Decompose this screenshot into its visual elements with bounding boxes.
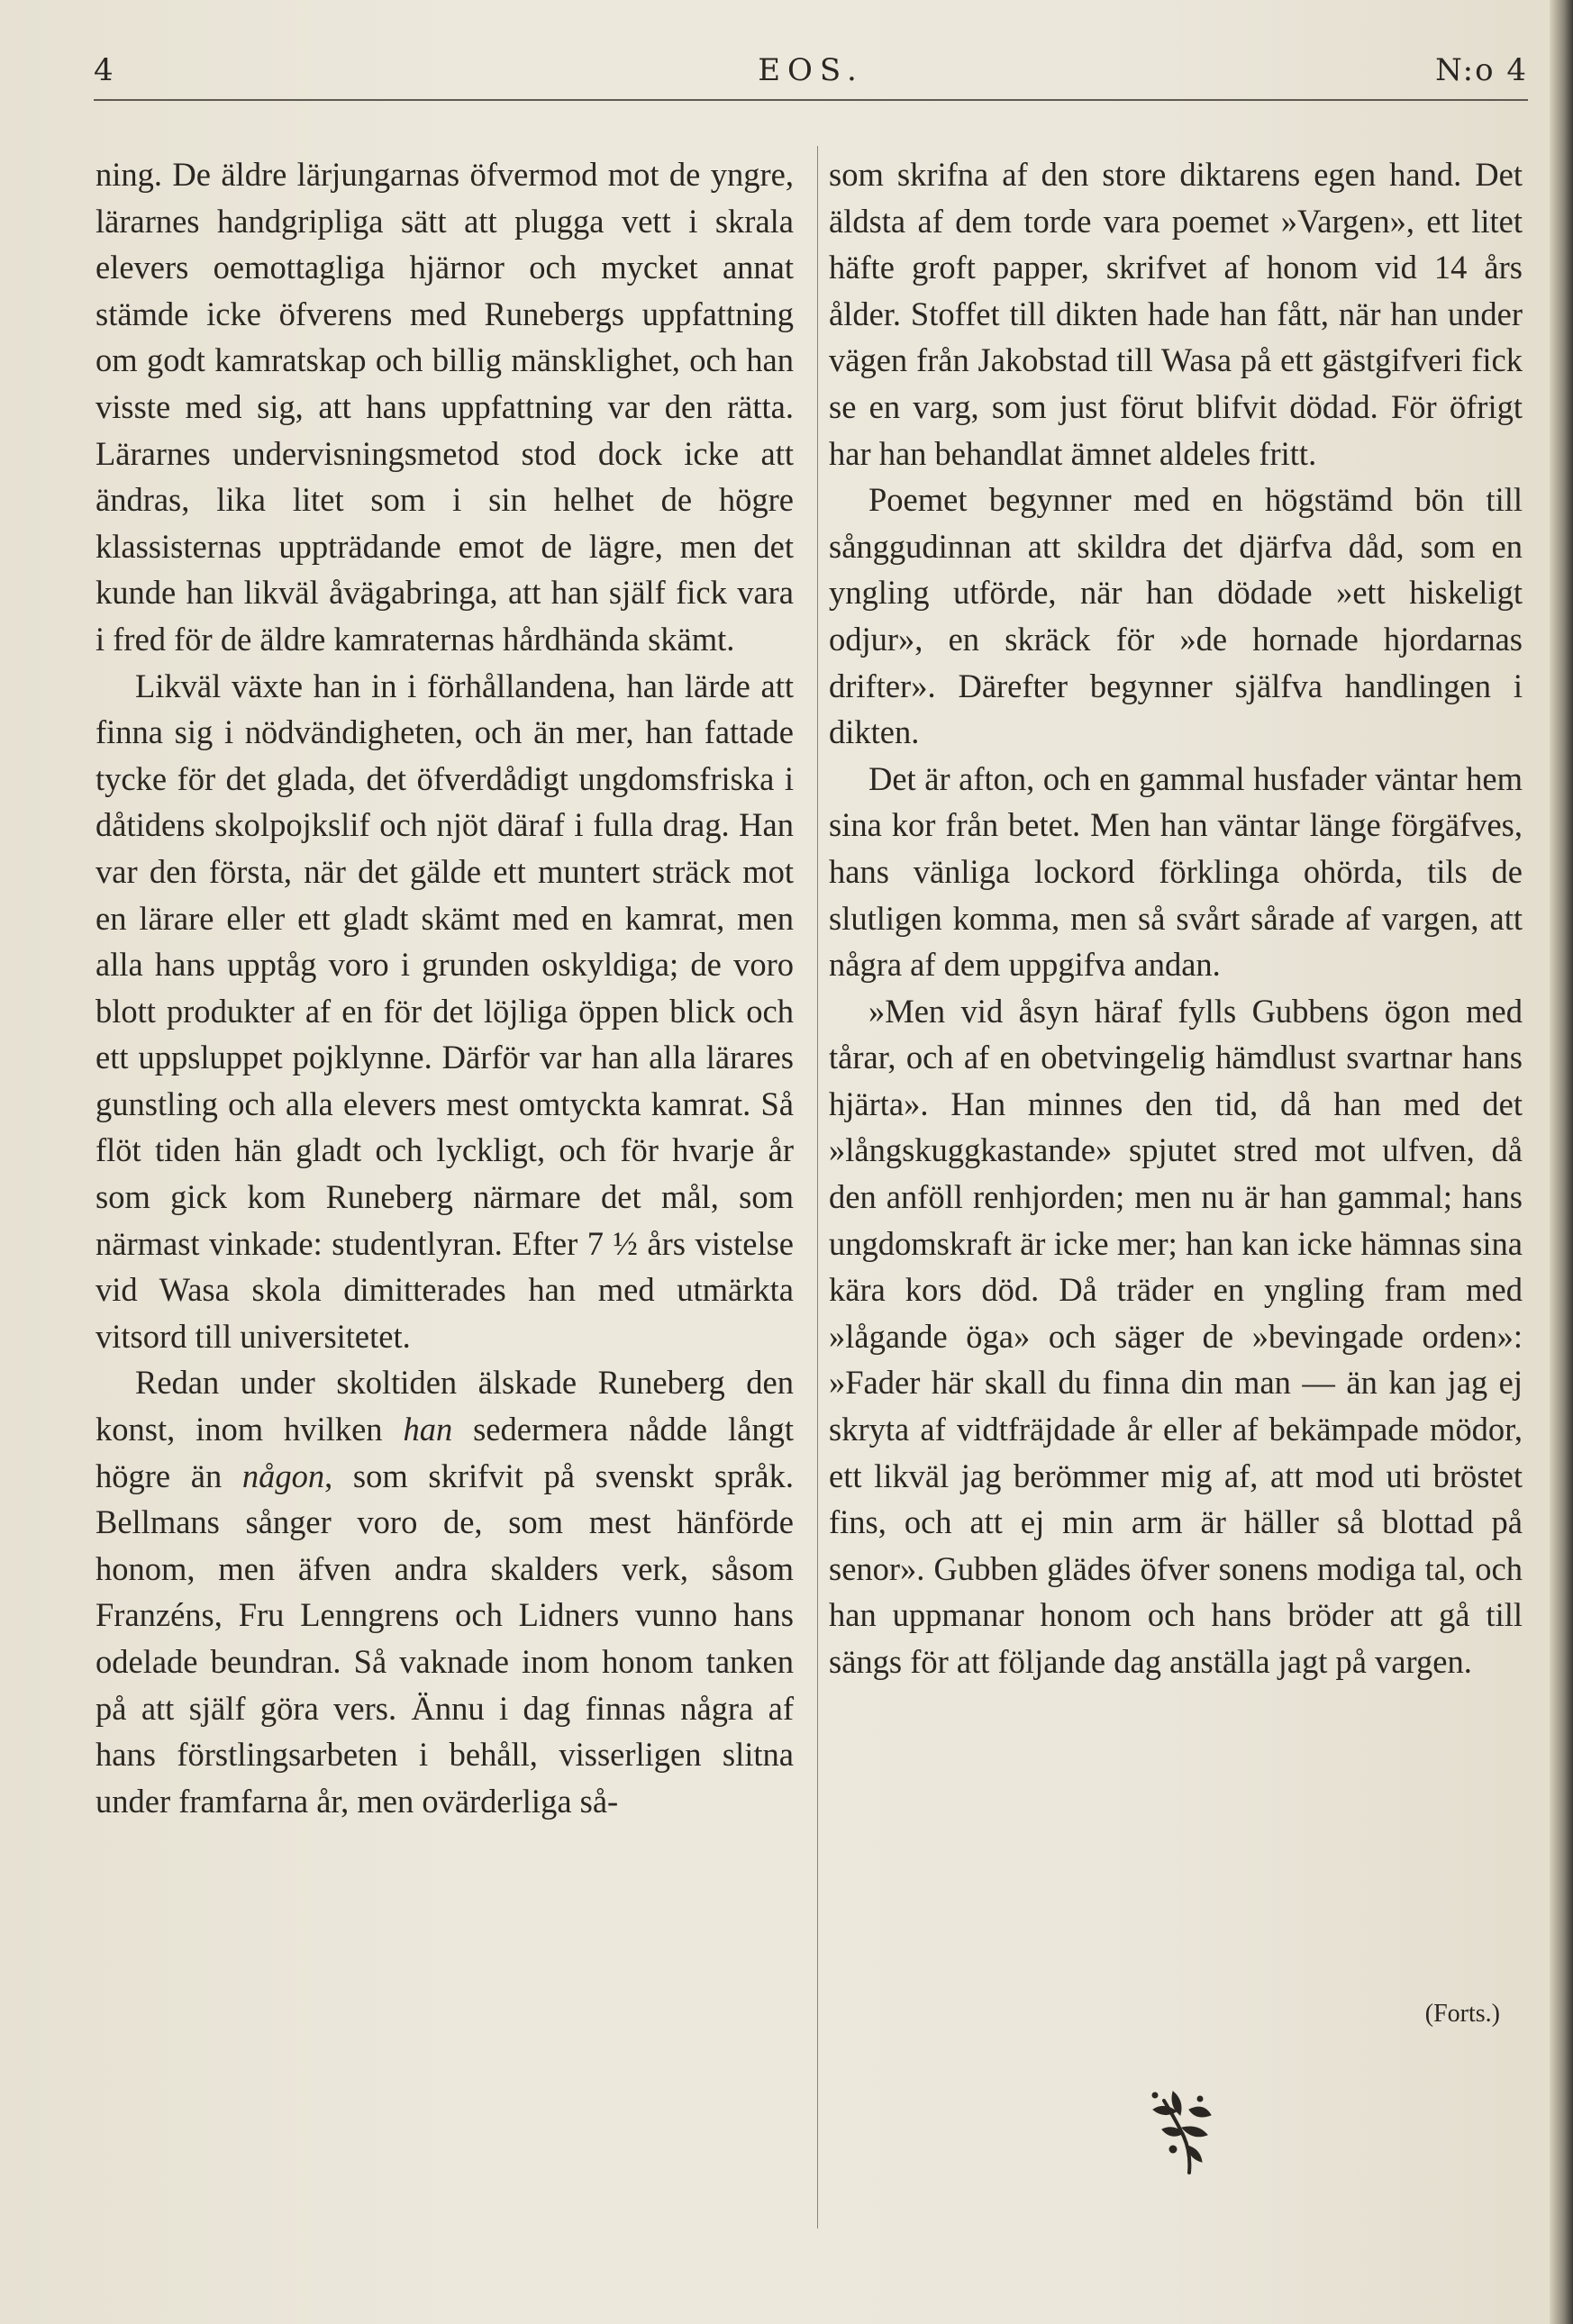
paragraph: Likväl växte han in i förhållandena, han lärde att finna sig i nödvändigheten, och än mer, han fattade tycke för det glada, det öfverdådigt ungdomsfriska i dåtidens skolpojkslif och njöt däraf i fulla drag. Han var den första, när det gälde ett muntert sträck mot en lärare eller ett gladt skämt med en kamrat, men alla hans upptåg voro i grunden oskyldiga; de voro blott produkter af en för det löjliga öppen blick och ett uppsluppet pojklynne. Därför var han alla lärares gunstling och alla elevers mest omtyckta kamrat. Så flöt tiden hän gladt och lyckligt, och för hvarje år som gick kom Runeberg närmare det mål, som närmast vinkade: studentlyran. Efter 7 ½ års vistelse vid Wasa skola dimitterades han med utmärkta vitsord till universitetet.: [95, 667, 794, 1355]
column-divider: [817, 146, 818, 2229]
paragraph: som skrifna af den store diktarens egen hand. Det äldsta af dem torde vara poemet »Vargen», ett litet häfte groft papper, skrifvet af honom vid 14 års ålder. Stoffet till dikten hade han fått, när han under vägen från Jakobstad till Wasa på ett gästgifveri fick se en varg, som just förut blifvit dödad. För öfrigt har han behandlat ämnet aldeles fritt.: [829, 156, 1523, 472]
emphasis-nagon: någon: [241, 1457, 325, 1494]
text-run: , som skrifvit på svenskt språk. Bellmans sånger voro de, som mest hänförde honom, men äfven andra skalders verk, såsom Franzéns, Fru Lenngrens och Lidners vunno hans odelade beundran. Så vaknade inom honom tanken på att själf göra vers. Ännu i dag finnas några af hans förstlingsarbeten i behåll, visserligen slitna under framfarna år, men ovärderliga så-: [95, 1457, 794, 1820]
header-rule: [94, 99, 1528, 101]
page-header: [94, 52, 1528, 99]
paragraph: Det är afton, och en gammal husfader väntar hem sina kor från betet. Men han väntar länge förgäfves, hans vänliga lockord förklinga ohörda, tils de slutligen komma, men så svårt sårade af vargen, att några af dem uppgifva andan.: [829, 759, 1523, 984]
paragraph: Poemet begynner med en högstämd bön till sånggudinnan att skildra det djärfva dåd, som en yngling utförde, när han dödade »ett hiskeligt odjur», en skräck för »de hornade hjordarnas drifter». Därefter begynner själfva handlingen i dikten.: [829, 481, 1523, 751]
right-column: [829, 151, 1523, 1685]
text-run: sedermera nådde långt högre än: [95, 1411, 795, 1494]
paragraph: [95, 1359, 794, 1824]
emphasis-han: han: [403, 1411, 453, 1448]
continued-note: (Forts.): [1424, 2000, 1500, 2028]
paragraph: ning. De äldre lärjungarnas öfvermod mot de yngre, lärarnes handgripliga sätt att plugga vett i skrala elevers oemottagliga hjärnor och mycket annat stämde icke öfverens med Runebergs uppfattning om godt kamratskap och billig mänsklighet, och han visste med sig, att hans uppfattning var den rätta. Lärarnes undervisningsmetod stod dock icke att ändras, lika litet som i sin helhet de högre klassisternas uppträdande emot de lägre, men det kunde han likväl åvägabringa, att han själf fick vara i fred för de äldre kamraternas hårdhända skämt.: [95, 156, 794, 658]
issue-number: N:o 4: [1435, 52, 1528, 88]
floral-sprig-ornament-icon: [1137, 2083, 1227, 2182]
left-column: [95, 151, 794, 1824]
book-spine-edge: [1550, 0, 1573, 2324]
page-number: 4: [94, 52, 115, 88]
journal-title: EOS.: [758, 52, 864, 88]
text-run: Redan under skoltiden älskade Runeberg den konst, inom hvilken: [95, 1364, 794, 1448]
paragraph: »Men vid åsyn häraf fylls Gubbens ögon med tårar, och af en obetvingelig hämdlust svartnar hans hjärta». Han minnes den tid, då han med det »långskuggkastande» spjutet stred mot ulfven, då den anföll renhjorden; men nu är han gammal; hans ungdomskraft är icke mer; han kan icke hämnas sina kära kors död. Då träder en yngling fram med »lågande öga» och säger de »bevingade orden»: »Fader här skall du finna din man — än kan jag ej skryta af vidtfräjdade år eller af bekämpade mödor, ett likväl jag berömmer mig af, att mod uti bröstet fins, och att ej min arm är häller så blottad på senor». Gubben glädes öfver sonens modiga tal, och han uppmanar honom och hans bröder att gå till sängs för att följande dag anställa jagt på vargen.: [829, 992, 1523, 1680]
